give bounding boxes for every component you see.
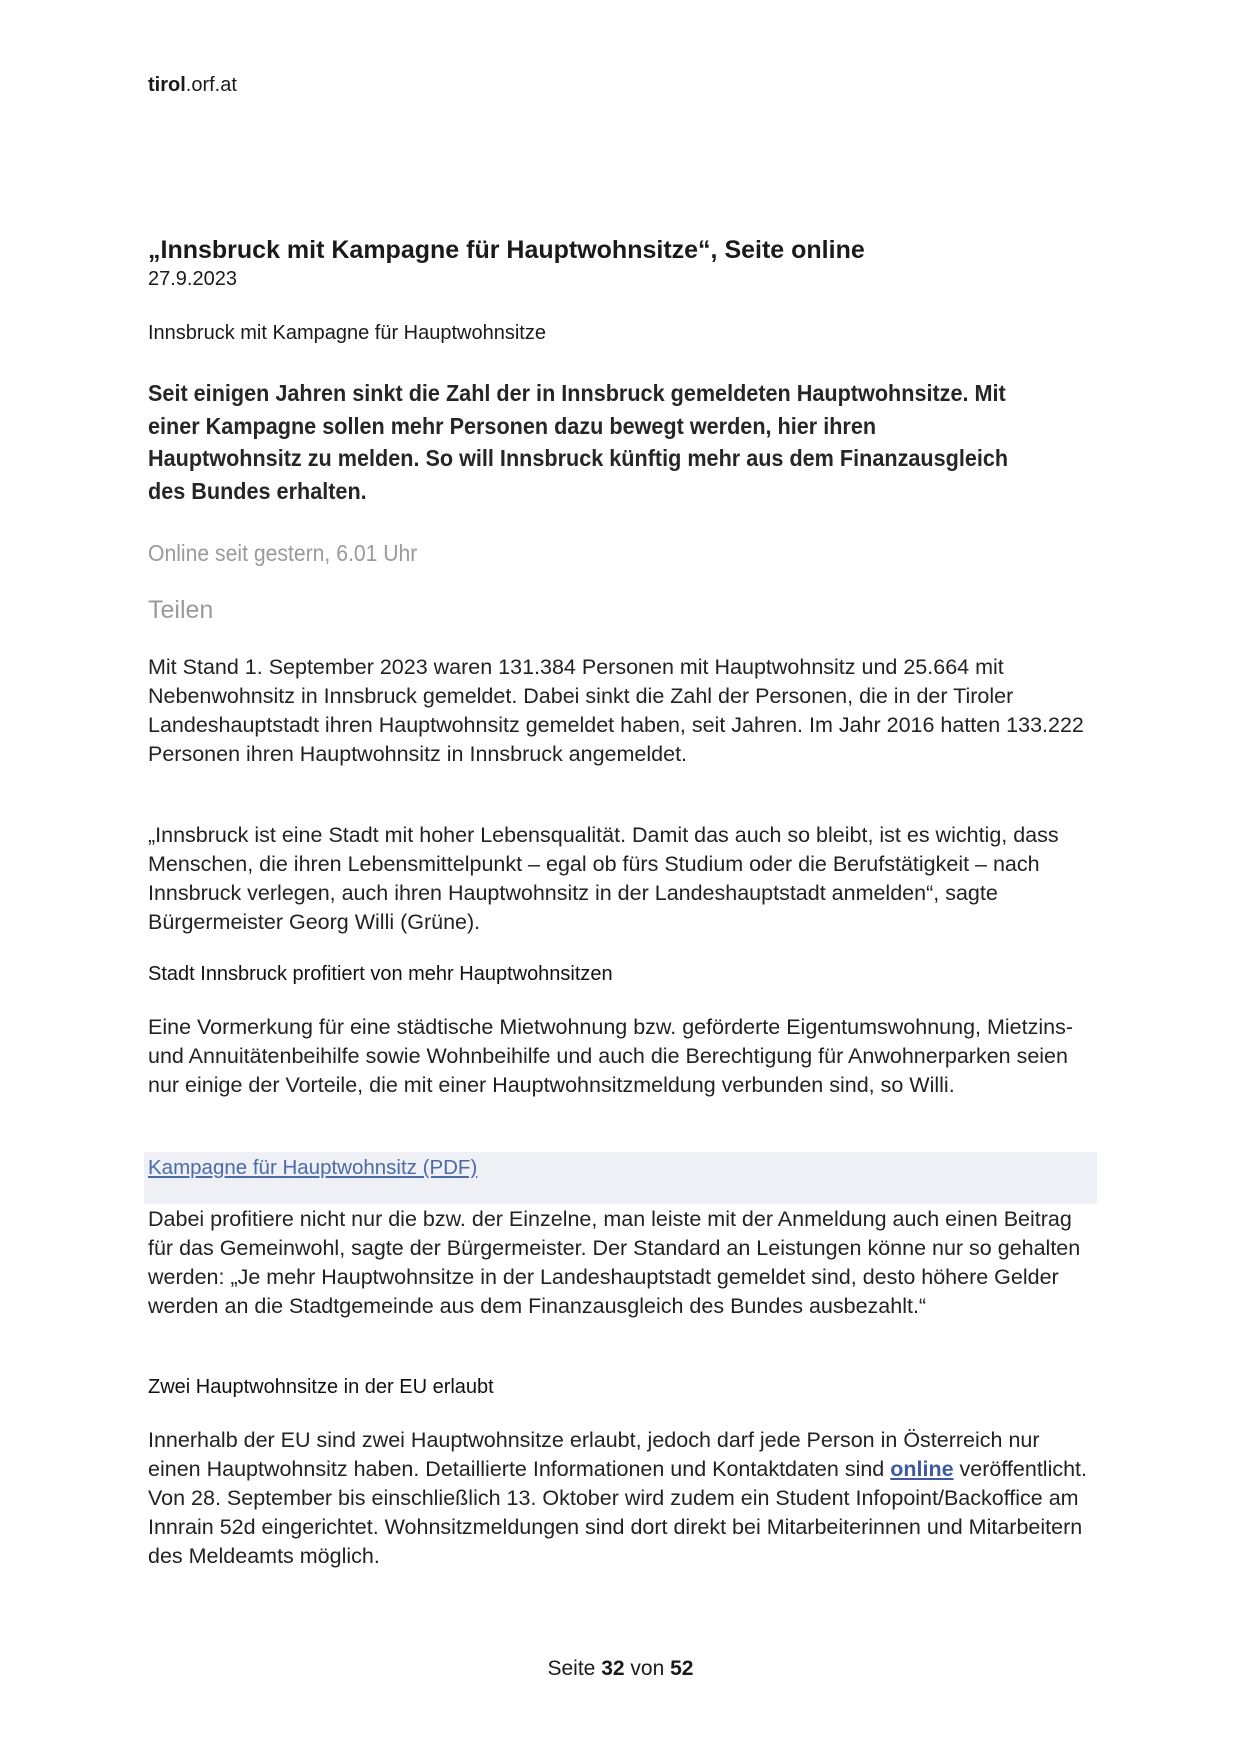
page-number	[0, 1657, 1241, 1681]
document-date: 27.9.2023	[148, 268, 237, 290]
pdf-link[interactable]: Kampagne für Hauptwohnsitz (PDF)	[148, 1156, 478, 1179]
article-headline: Innsbruck mit Kampagne für Hauptwohnsitze	[148, 322, 546, 344]
paragraph-4: Dabei profitiere nicht nur die bzw. der Einzelne, man leiste mit der Anmeldung auch einen Beitrag für das Gemeinwohl, sagte der Bürgermeister. Der Standard an Leistungen könne nur so gehalten werden: „Je mehr Hauptwohnsitze in der Landeshauptstadt gemeldet sind, desto höhere Gelder werden an die Stadtgemeinde aus dem Finanzausgleich des Bundes ausbezahlt.“	[148, 1207, 1081, 1318]
paragraph-5-text-b: veröffentlicht. Von 28. September bis einschließlich 13. Oktober wird zudem ein Student Infopoint/Backoffice am Innrain 52d eingerichtet. Wohnsitzmeldungen sind dort direkt bei Mitarbeiterinnen und Mitarbeitern des Meldeamts möglich.	[148, 1457, 1087, 1568]
share-button[interactable]: Teilen	[148, 596, 214, 624]
site-name-bold: tirol	[148, 74, 186, 96]
online-link[interactable]: online	[890, 1457, 954, 1481]
paragraph-3: Eine Vormerkung für eine städtische Mietwohnung bzw. geförderte Eigentumswohnung, Mietzins- und Annuitätenbeihilfe sowie Wohnbeihilfe und auch die Berechtigung für Anwohnerparken seien nur einige der Vorteile, die mit einer Hauptwohnsitzmeldung verbunden sind, so Willi.	[148, 1015, 1074, 1097]
page-total: 52	[670, 1657, 694, 1680]
page-middle: von	[630, 1657, 665, 1680]
paragraph-5	[148, 1426, 1098, 1571]
article-lead: Seit einigen Jahren sinkt die Zahl der in Innsbruck gemeldeten Hauptwohnsitze. Mit einer Kampagne sollen mehr Personen dazu bewegt werden, hier ihren Hauptwohnsitz zu melden. So will Innsbruck künftig mehr aus dem Finanzausgleich des Bundes erhalten.	[148, 380, 1009, 504]
online-since: Online seit gestern, 6.01 Uhr	[148, 540, 418, 566]
document-title: „Innsbruck mit Kampagne für Hauptwohnsitze“, Seite online	[148, 236, 865, 264]
pdf-link-box	[144, 1152, 1097, 1204]
subheading-1: Stadt Innsbruck profitiert von mehr Hauptwohnsitzen	[148, 963, 613, 985]
paragraph-5-text-a: Innerhalb der EU sind zwei Hauptwohnsitze erlaubt, jedoch darf jede Person in Österreich nur einen Hauptwohnsitz haben. Detaillierte Informationen und Kontaktdaten sind	[148, 1428, 1040, 1481]
paragraph-1: Mit Stand 1. September 2023 waren 131.384 Personen mit Hauptwohnsitz und 25.664 mit Nebenwohnsitz in Innsbruck gemeldet. Dabei sinkt die Zahl der Personen, die in der Tiroler Landeshauptstadt ihren Hauptwohnsitz gemeldet haben, seit Jahren. Im Jahr 2016 hatten 133.222 Personen ihren Hauptwohnsitz in Innsbruck angemeldet.	[148, 655, 1084, 766]
subheading-2: Zwei Hauptwohnsitze in der EU erlaubt	[148, 1376, 494, 1398]
site-name-rest: .orf.at	[185, 74, 237, 96]
site-name	[148, 74, 237, 97]
page-current: 32	[601, 1657, 625, 1680]
paragraph-2: „Innsbruck ist eine Stadt mit hoher Lebensqualität. Damit das auch so bleibt, ist es wichtig, dass Menschen, die ihren Lebensmittelpunkt – egal ob fürs Studium oder die Berufstätigkeit – nach Innsbruck verlegen, auch ihren Hauptwohnsitz in der Landeshauptstadt anmelden“, sagte Bürgermeister Georg Willi (Grüne).	[148, 823, 1059, 934]
page-prefix: Seite	[547, 1657, 596, 1680]
